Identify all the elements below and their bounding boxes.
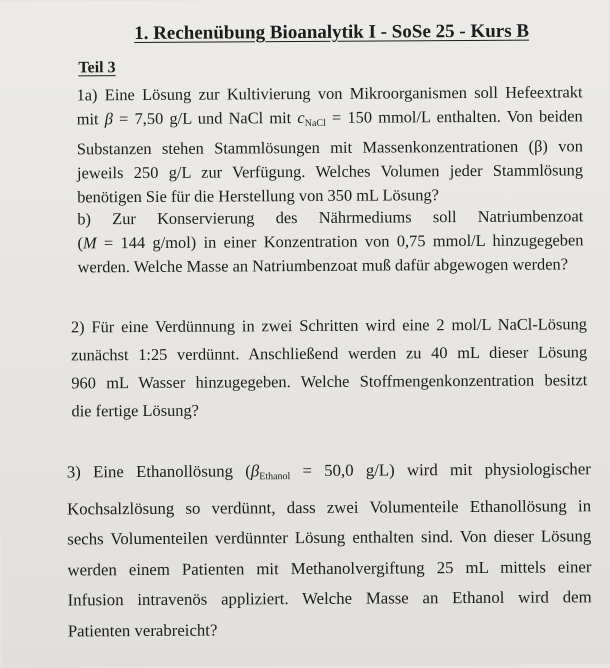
beta-symbol: β [104,109,113,129]
task-3 [67,454,592,646]
text-fragment: = 150 mmol/L enthalten. Von beiden [325,106,583,127]
task-1a [76,80,583,209]
page-title: 1. Rechenübung Bioanalytik I - SoSe 25 - Kurs B [134,20,530,45]
task-3-line-2: Kochsalzlösung so verdünnt, dass zwei Volumenteile Ethanollösung in [67,495,592,518]
task-2-line-4: die fertige Lösung? [71,400,199,421]
task-2-line-3: 960 mL Wasser hinzugegeben. Welche Stoffmengenkonzentration besitzt [71,370,588,393]
task-2-line-1: 2) Für eine Verdünnung in zwei Schritten wird eine 2 mol/L NaCl-Lösung [70,314,588,337]
c-symbol: c [297,107,305,128]
text-fragment: mit [76,109,105,129]
text-fragment: 3) Eine Ethanollösung ( [66,461,251,482]
task-3-line-6: Patienten verabreicht? [67,620,218,640]
task-1a-line-2 [77,104,583,137]
task-1b-line-3: werden. Welche Masse an Natriumbenzoat muß dafür abgewogen werden? [77,254,569,277]
task-2-line-2: zunächst 1:25 verdünnt. Anschließend werden zu 40 mL dieser Lösung [71,342,588,365]
text-fragment: = 50,0 g/L) wird mit physiologischer [290,459,591,481]
task-1a-line-5: benötigen Sie für die Herstellung von 350 mL Lösung? [77,185,439,207]
c-subscript: NaCl [304,117,326,129]
m-symbol: M [82,233,97,253]
task-2 [71,310,588,425]
task-1a-line-3: Substanzen stehen Stammlösungen mit Massenkonzentrationen (β) von [76,136,583,159]
text-fragment: = 7,50 g/L und NaCl mit [112,108,298,129]
task-1a-line-4: jeweils 250 g/L zur Verfügung. Welches Volumen jeder Stammlösung [76,160,584,183]
task-1b-line-1: b) Zur Konservierung des Nährmediums soll Natriumbenzoat [77,206,584,229]
beta-subscript: Ethanol [259,471,291,483]
task-3-line-1 [67,454,591,494]
task-1b [77,204,583,279]
text-fragment: = 144 g/mol) in einer Konzentration von 0,75 mmol/L hinzugegeben [96,230,584,253]
task-1a-line-1: 1a) Eine Lösung zur Kultivierung von Mikroorganismen soll Hefeextrakt [76,82,583,105]
task-3-line-3: sechs Volumenteilen verdünnter Lösung enthalten sind. Von dieser Lösung [67,526,592,549]
task-3-line-4: werden einem Patienten mit Methanolvergiftung 25 mL mittels einer [67,556,592,579]
section-heading: Teil 3 [78,59,116,77]
beta-symbol: β [250,461,260,481]
text-fragment: ( [77,233,83,253]
task-3-line-5: Infusion intravenös appliziert. Welche Masse an Ethanol wird dem [67,587,592,610]
task-1b-line-2 [77,228,583,255]
